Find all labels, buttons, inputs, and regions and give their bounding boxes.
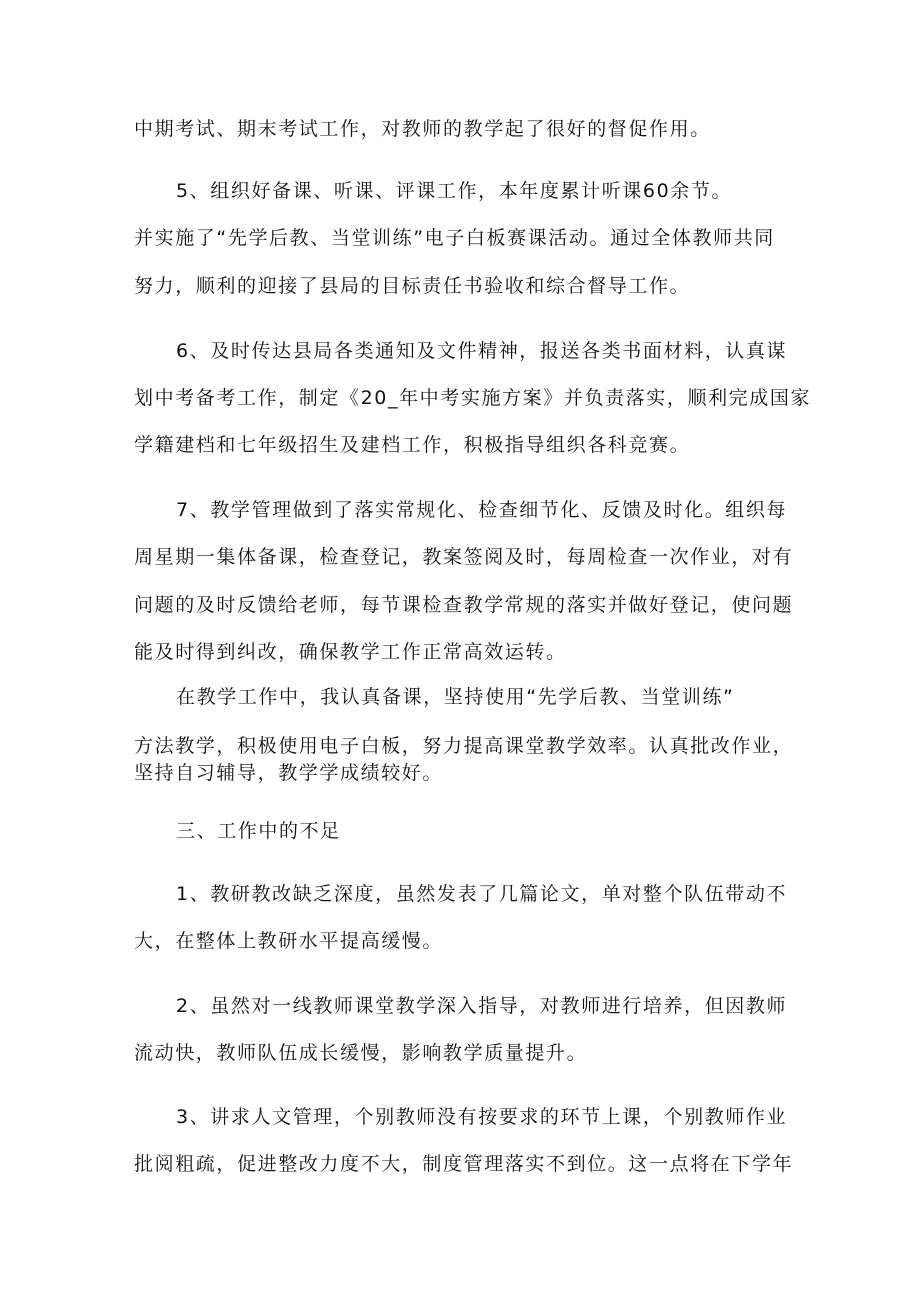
- text-line-18: 2、虽然对一线教师课堂教学深入指导，对教师进行培养，但因教师: [176, 995, 788, 1017]
- section-heading: 三、工作中的不足: [176, 820, 341, 842]
- text-line-4: 努力，顺利的迎接了县局的目标责任书验收和综合督导工作。: [134, 275, 691, 297]
- text-line-19: 流动快，教师队伍成长缓慢，影响教学质量提升。: [134, 1042, 588, 1064]
- text-line-7: 学籍建档和七年级招生及建档工作，积极指导组织各科竞赛。: [134, 434, 691, 456]
- text-line-1: 中期考试、期末考试工作，对教师的教学起了很好的督促作用。: [134, 118, 711, 140]
- text-line-12: 在教学工作中，我认真备课，坚持使用“先学后教、当堂训练”: [176, 686, 735, 708]
- text-line-20: 3、讲求人文管理，个别教师没有按要求的环节上课，个别教师作业: [176, 1106, 788, 1128]
- text-line-17: 大，在整体上教研水平提高缓慢。: [134, 930, 444, 952]
- text-line-6: 划中考备考工作，制定《20_年中考实施方案》并负责落实，顺利完成国家: [134, 387, 812, 409]
- text-line-16: 1、教研教改缺乏深度，虽然发表了几篇论文，单对整个队伍带动不: [176, 883, 788, 905]
- text-line-9: 周星期一集体备课，检查登记，教案签阅及时，每周检查一次作业，对有: [134, 546, 794, 568]
- text-line-8: 7、教学管理做到了落实常规化、检查细节化、反馈及时化。组织每: [176, 499, 788, 521]
- text-line-5: 6、及时传达县局各类通知及文件精神，报送各类书面材料，认真谋: [176, 340, 788, 362]
- text-line-11: 能及时得到纠改，确保教学工作正常高效运转。: [134, 641, 567, 663]
- text-line-14: 坚持自习辅导，教学学成绩较好。: [134, 762, 444, 784]
- text-line-21: 批阅粗疏，促进整改力度不大，制度管理落实不到位。这一点将在下学年: [134, 1153, 794, 1175]
- text-line-13: 方法教学，积极使用电子白板，努力提高课堂教学效率。认真批改作业，: [134, 735, 794, 757]
- text-line-3: 并实施了“先学后教、当堂训练”电子白板赛课活动。通过全体教师共同: [134, 227, 775, 249]
- text-line-10: 问题的及时反馈给老师，每节课检查教学常规的落实并做好登记，使问题: [134, 594, 794, 616]
- text-line-2: 5、组织好备课、听课、评课工作，本年度累计听课60余节。: [176, 180, 733, 202]
